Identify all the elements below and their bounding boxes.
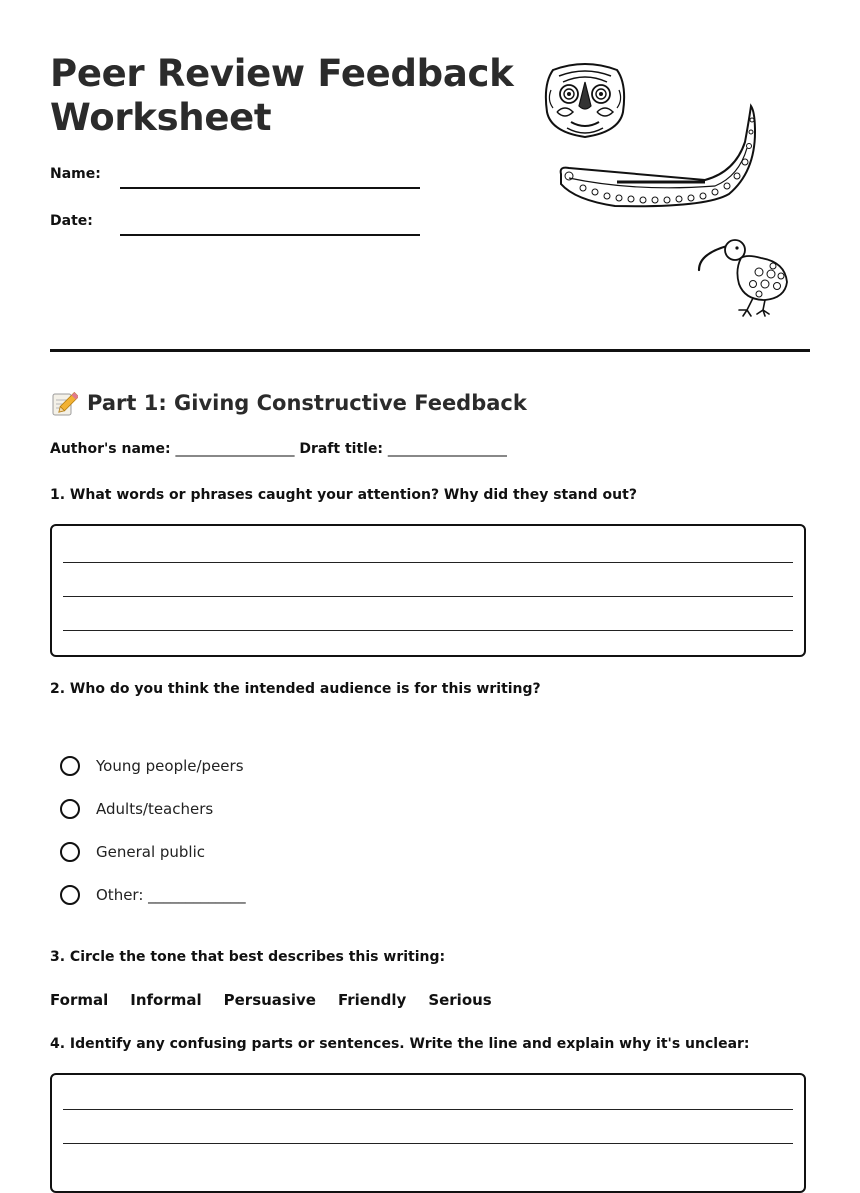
question-4: 4. Identify any confusing parts or sentences. Write the line and explain why it's unclear:: [50, 1036, 750, 1052]
answer-line: [63, 596, 793, 597]
radio-button[interactable]: [60, 799, 80, 819]
question-4-answer-box[interactable]: [50, 1073, 806, 1193]
radio-button[interactable]: [60, 756, 80, 776]
question-1-answer-box[interactable]: [50, 524, 806, 657]
date-field[interactable]: [120, 234, 420, 236]
tone-friendly[interactable]: Friendly: [337, 991, 407, 1009]
question-2: 2. Who do you think the intended audience is for this writing?: [50, 681, 541, 697]
option-label: Adults/teachers: [96, 799, 214, 818]
answer-line: [63, 1143, 793, 1144]
header-divider: [50, 349, 810, 352]
option-label: Other: _____________: [96, 885, 246, 904]
title-line-2: Worksheet: [50, 96, 272, 139]
waka-canoe-icon: [555, 102, 760, 212]
audience-option-young-people[interactable]: [60, 744, 246, 787]
tone-options: [50, 991, 492, 1009]
author-field[interactable]: _________________: [175, 441, 295, 457]
date-label: Date:: [50, 213, 93, 229]
author-draft-row: [50, 441, 507, 457]
answer-line: [63, 630, 793, 631]
option-label: General public: [96, 842, 206, 861]
part1-heading-text: Part 1: Giving Constructive Feedback: [87, 391, 527, 415]
audience-option-adults[interactable]: [60, 787, 246, 830]
tone-persuasive[interactable]: Persuasive: [223, 991, 316, 1009]
pencil-memo-icon: [50, 389, 78, 417]
question-3: 3. Circle the tone that best describes this writing:: [50, 949, 446, 965]
draft-title-field[interactable]: _________________: [387, 441, 507, 457]
name-label: Name:: [50, 166, 101, 182]
radio-button[interactable]: [60, 885, 80, 905]
radio-button[interactable]: [60, 842, 80, 862]
title-line-1: Peer Review Feedback: [50, 52, 514, 95]
page-title: [50, 52, 513, 140]
option-label: Young people/peers: [96, 756, 244, 775]
tone-formal[interactable]: Formal: [50, 991, 109, 1009]
tone-informal[interactable]: Informal: [130, 991, 202, 1009]
audience-option-other[interactable]: [60, 873, 246, 916]
part1-heading: [50, 389, 527, 417]
author-label: Author's name:: [50, 441, 171, 457]
answer-line: [63, 562, 793, 563]
draft-title-label: Draft title:: [299, 441, 384, 457]
answer-line: [63, 1109, 793, 1110]
audience-option-general-public[interactable]: [60, 830, 246, 873]
question-1: 1. What words or phrases caught your attention? Why did they stand out?: [50, 487, 637, 503]
name-field[interactable]: [120, 187, 420, 189]
kiwi-bird-icon: [695, 236, 791, 318]
audience-options: [60, 744, 246, 916]
tone-serious[interactable]: Serious: [428, 991, 492, 1009]
